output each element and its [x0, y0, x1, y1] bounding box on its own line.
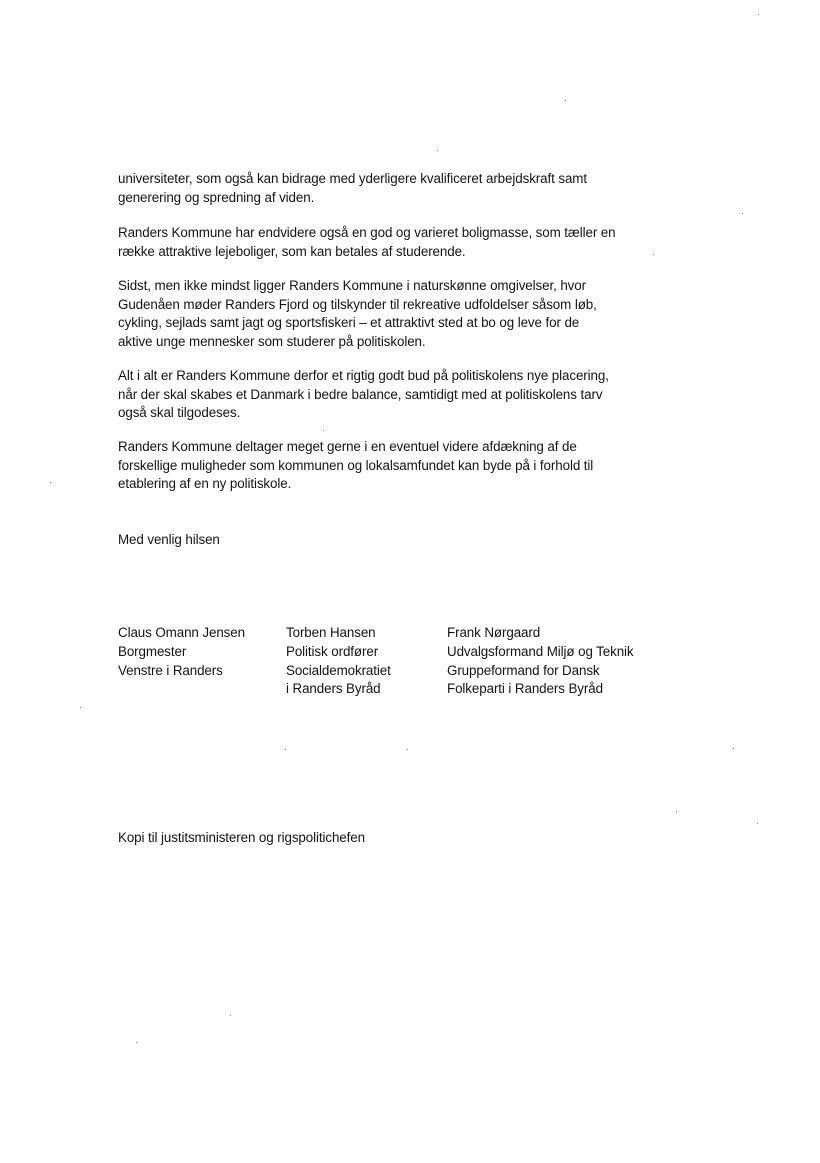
scan-speck — [407, 749, 408, 750]
scan-speck — [757, 823, 758, 824]
scan-speck — [136, 1042, 137, 1043]
paragraph-nature: Sidst, men ikke mindst ligger Randers Kommune i naturskønne omgivelser, hvor Gudenåen møder Randers Fjord og tilskynder til rekreative udfoldelser såsom løb, cykling, sejlads samt jagt og sportsfiskeri – et attraktivt sted at bo og leve for de aktive unge mennesker som studerer på politiskolen. — [118, 278, 597, 349]
signatory-title: Borgmester — [118, 643, 187, 659]
scan-speck — [742, 213, 743, 214]
scan-speck — [437, 150, 438, 151]
scan-speck — [758, 14, 759, 15]
signatory-affiliation: Gruppeformand for Dansk — [447, 662, 600, 678]
paragraph-housing: Randers Kommune har endvidere også en god og varieret boligmasse, som tæller en række attraktive lejeboliger, som kan betales af studerende. — [118, 225, 616, 259]
scan-speck — [50, 482, 51, 483]
signatory-affiliation: Venstre i Randers — [118, 662, 223, 678]
scan-speck — [323, 430, 324, 431]
paragraph-further-clarification: Randers Kommune deltager meget gerne i en eventuel videre afdækning af de forskellige muligheder som kommunen og lokalsamfundet kan byde på i forhold til etablering af en ny politiskole. — [118, 439, 594, 492]
signatory-2 — [286, 624, 391, 699]
signatory-affiliation: Socialdemokratiet — [286, 662, 391, 678]
copy-note: Kopi til justitsministeren og rigspolitichefen — [118, 830, 365, 845]
signatory-title: Udvalgsformand Miljø og Teknik — [447, 643, 634, 659]
scan-speck — [565, 100, 566, 101]
scan-speck — [285, 749, 286, 750]
closing-greeting: Med venlig hilsen — [118, 532, 220, 547]
scan-speck — [80, 707, 81, 708]
scan-speck — [733, 748, 734, 749]
paragraph-conclusion: Alt i alt er Randers Kommune derfor et rigtig godt bud på politiskolens nye placering, når der skal skabes et Danmark i bedre balance, samtidigt med at politiskolens tarv også skal tilgodeses. — [118, 368, 609, 421]
paragraph-universities: universiteter, som også kan bidrage med yderligere kvalificeret arbejdskraft samt generering og spredning af viden. — [118, 171, 587, 205]
signatory-title: Politisk ordfører — [286, 643, 379, 659]
scan-speck — [230, 1015, 231, 1016]
signatory-name: Torben Hansen — [286, 625, 376, 640]
signatory-3 — [447, 624, 634, 699]
signatory-1 — [118, 624, 245, 680]
signatory-affiliation-cont: Folkeparti i Randers Byråd — [447, 681, 603, 697]
scan-speck — [676, 811, 677, 812]
signatory-affiliation-cont: i Randers Byråd — [286, 681, 381, 697]
signatory-name: Claus Omann Jensen — [118, 625, 245, 640]
scan-speck — [653, 254, 654, 255]
signatory-name: Frank Nørgaard — [447, 625, 541, 640]
